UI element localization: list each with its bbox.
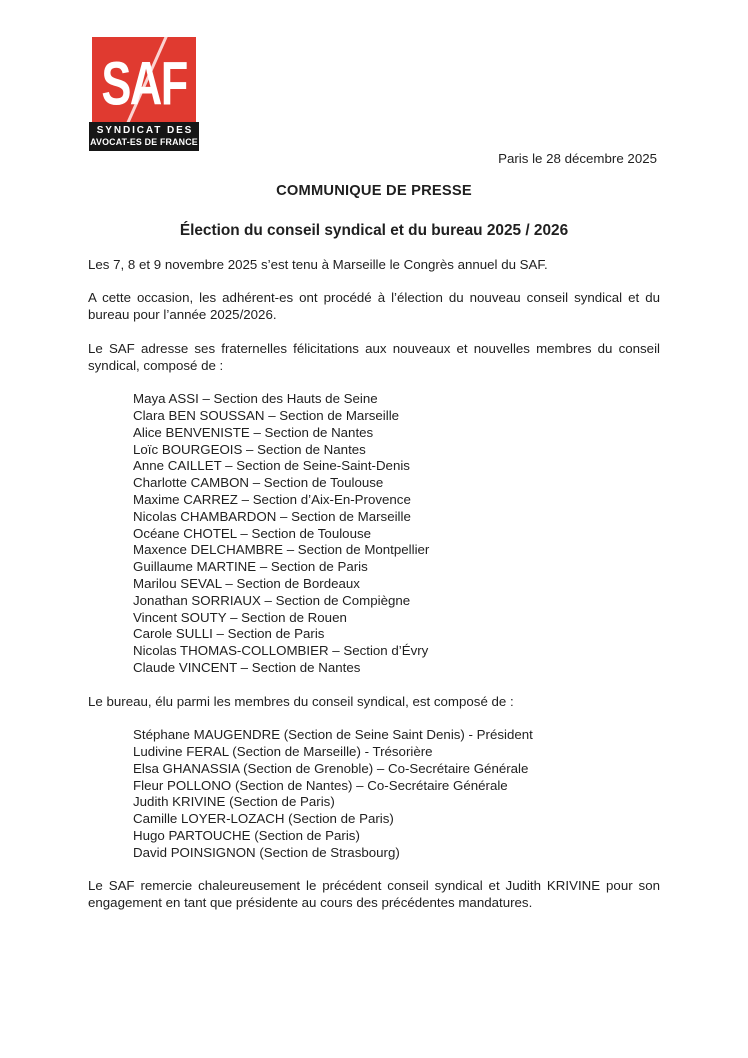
member-line: Alice BENVENISTE – Section de Nantes [133, 424, 374, 440]
paragraph-bureau-intro: Le bureau, élu parmi les membres du conseil syndical, est composé de : [88, 693, 514, 709]
member-line: Charlotte CAMBON – Section de Toulouse [133, 475, 384, 491]
paragraph-thanks: Le SAF remercie chaleureusement le précédent conseil syndical et Judith KRIVINE pour son engagement en tant que présidente au cours des précédentes mandatures. [88, 878, 660, 911]
dateline: Paris le 28 décembre 2025 [498, 151, 657, 166]
member-line: Vincent SOUTY – Section de Rouen [133, 609, 347, 625]
paragraph-felicitations: Le SAF adresse ses fraternelles félicitations aux nouveaux et nouvelles membres du conseil syndical, composé de : [88, 340, 660, 373]
member-line: Stéphane MAUGENDRE (Section de Seine Saint Denis) - Président [133, 727, 533, 743]
member-line: Anne CAILLET – Section de Seine-Saint-Denis [133, 458, 410, 474]
document-body [88, 0, 660, 912]
member-line: Ludivine FERAL (Section de Marseille) - Trésorière [133, 743, 433, 759]
member-line: Camille LOYER-LOZACH (Section de Paris) [133, 811, 394, 827]
member-line: Hugo PARTOUCHE (Section de Paris) [133, 827, 360, 843]
member-line: Loïc BOURGEOIS – Section de Nantes [133, 441, 366, 457]
paragraph-election: A cette occasion, les adhérent-es ont procédé à l’élection du nouveau conseil syndical et du bureau pour l’année 2025/2026. [88, 290, 660, 323]
member-line: Carole SULLI – Section de Paris [133, 626, 325, 642]
member-line: Fleur POLLONO (Section de Nantes) – Co-Secrétaire Générale [133, 777, 508, 793]
member-line: Judith KRIVINE (Section de Paris) [133, 794, 335, 810]
member-line: Marilou SEVAL – Section de Bordeaux [133, 575, 360, 591]
member-line: Jonathan SORRIAUX – Section de Compiègne [133, 592, 411, 608]
member-line: Nicolas THOMAS-COLLOMBIER – Section d’Évry [133, 643, 429, 659]
logo-org-line1: SYNDICAT DES [96, 125, 194, 136]
member-line: David POINSIGNON (Section de Strasbourg) [133, 844, 400, 860]
member-line: Claude VINCENT – Section de Nantes [133, 659, 361, 675]
document-title: Élection du conseil syndical et du bureau 2025 / 2026 [179, 222, 569, 239]
member-line: Guillaume MARTINE – Section de Paris [133, 559, 368, 575]
member-line: Clara BEN SOUSSAN – Section de Marseille [133, 407, 400, 423]
member-line: Elsa GHANASSIA (Section de Grenoble) – Co-Secrétaire Générale [133, 760, 529, 776]
member-line: Maya ASSI – Section des Hauts de Seine [133, 391, 378, 407]
member-line: Nicolas CHAMBARDON – Section de Marseille [133, 508, 411, 524]
member-line: Maxime CARREZ – Section d’Aix-En-Provence [133, 491, 411, 507]
conseil-syndical-list [133, 391, 660, 677]
document-type-heading: COMMUNIQUE DE PRESSE [276, 183, 472, 199]
member-line: Maxence DELCHAMBRE – Section de Montpellier [133, 542, 430, 558]
saf-logo-acronym: SAF [101, 48, 187, 119]
bureau-list [133, 727, 660, 861]
logo-org-line2: AVOCAT-ES DE FRANCE [90, 137, 198, 147]
paragraph-congress: Les 7, 8 et 9 novembre 2025 s’est tenu à Marseille le Congrès annuel du SAF. [88, 256, 548, 272]
member-line: Océane CHOTEL – Section de Toulouse [133, 525, 372, 541]
